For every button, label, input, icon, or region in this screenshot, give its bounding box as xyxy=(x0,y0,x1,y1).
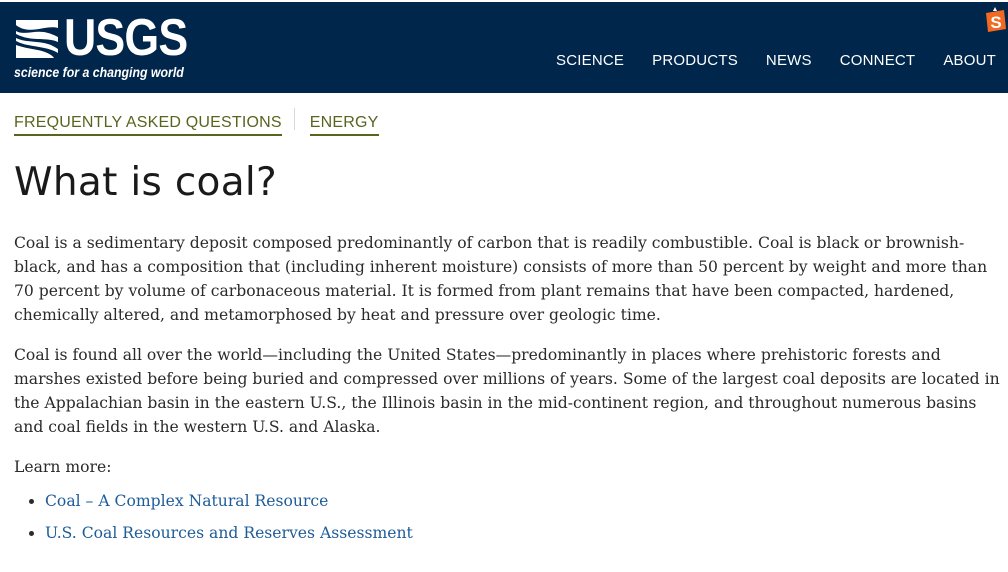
learn-more-list xyxy=(14,489,1004,545)
usgs-logo[interactable] xyxy=(14,9,199,84)
extension-badge-icon[interactable] xyxy=(982,7,1008,35)
nav-news[interactable]: NEWS xyxy=(765,52,812,69)
link-coal-complex-resource[interactable]: Coal – A Complex Natural Resource xyxy=(45,492,329,510)
list-item xyxy=(45,521,1004,545)
paragraph-definition: Coal is a sedimentary deposit composed predominantly of carbon that is readily combustible. Coal is black or brownish-black, and has a composition that (including inherent moisture) consists of more than 50 percent by weight and more than 70 percent by volume of carbonaceous material. It is formed from plant remains that have been compacted, hardened, chemically altered, and metamorphosed by heat and pressure over geologic time. xyxy=(14,234,988,324)
article-body xyxy=(14,231,1004,553)
nav-connect[interactable]: CONNECT xyxy=(839,52,916,69)
nav-science[interactable]: SCIENCE xyxy=(556,52,625,69)
site-header xyxy=(0,0,1008,93)
list-item xyxy=(45,489,1004,513)
nav-products[interactable]: PRODUCTS xyxy=(652,52,738,69)
logo-wordmark: USGS xyxy=(64,9,188,67)
breadcrumb xyxy=(14,108,379,136)
learn-more-label: Learn more: xyxy=(14,458,112,476)
main-nav xyxy=(556,52,996,69)
usgs-wave-icon xyxy=(14,16,61,60)
link-coal-resources-assessment[interactable]: U.S. Coal Resources and Reserves Assessment xyxy=(45,524,413,542)
breadcrumb-faq[interactable]: FREQUENTLY ASKED QUESTIONS xyxy=(14,108,282,136)
breadcrumb-divider xyxy=(294,108,295,130)
nav-about[interactable]: ABOUT xyxy=(943,52,996,69)
logo-tagline: science for a changing world xyxy=(14,64,184,80)
paragraph-locations: Coal is found all over the world—including the United States—predominantly in places where prehistoric forests and marshes existed before being buried and compressed over millions of years. Some of the largest coal deposits are located in the Appalachian basin in the eastern U.S., the Illinois basin in the mid-continent region, and throughout numerous basins and coal fields in the western U.S. and Alaska. xyxy=(14,346,1000,436)
page-title: What is coal? xyxy=(14,160,278,205)
badge-letter: S xyxy=(990,13,1002,32)
breadcrumb-energy[interactable]: ENERGY xyxy=(310,108,379,136)
